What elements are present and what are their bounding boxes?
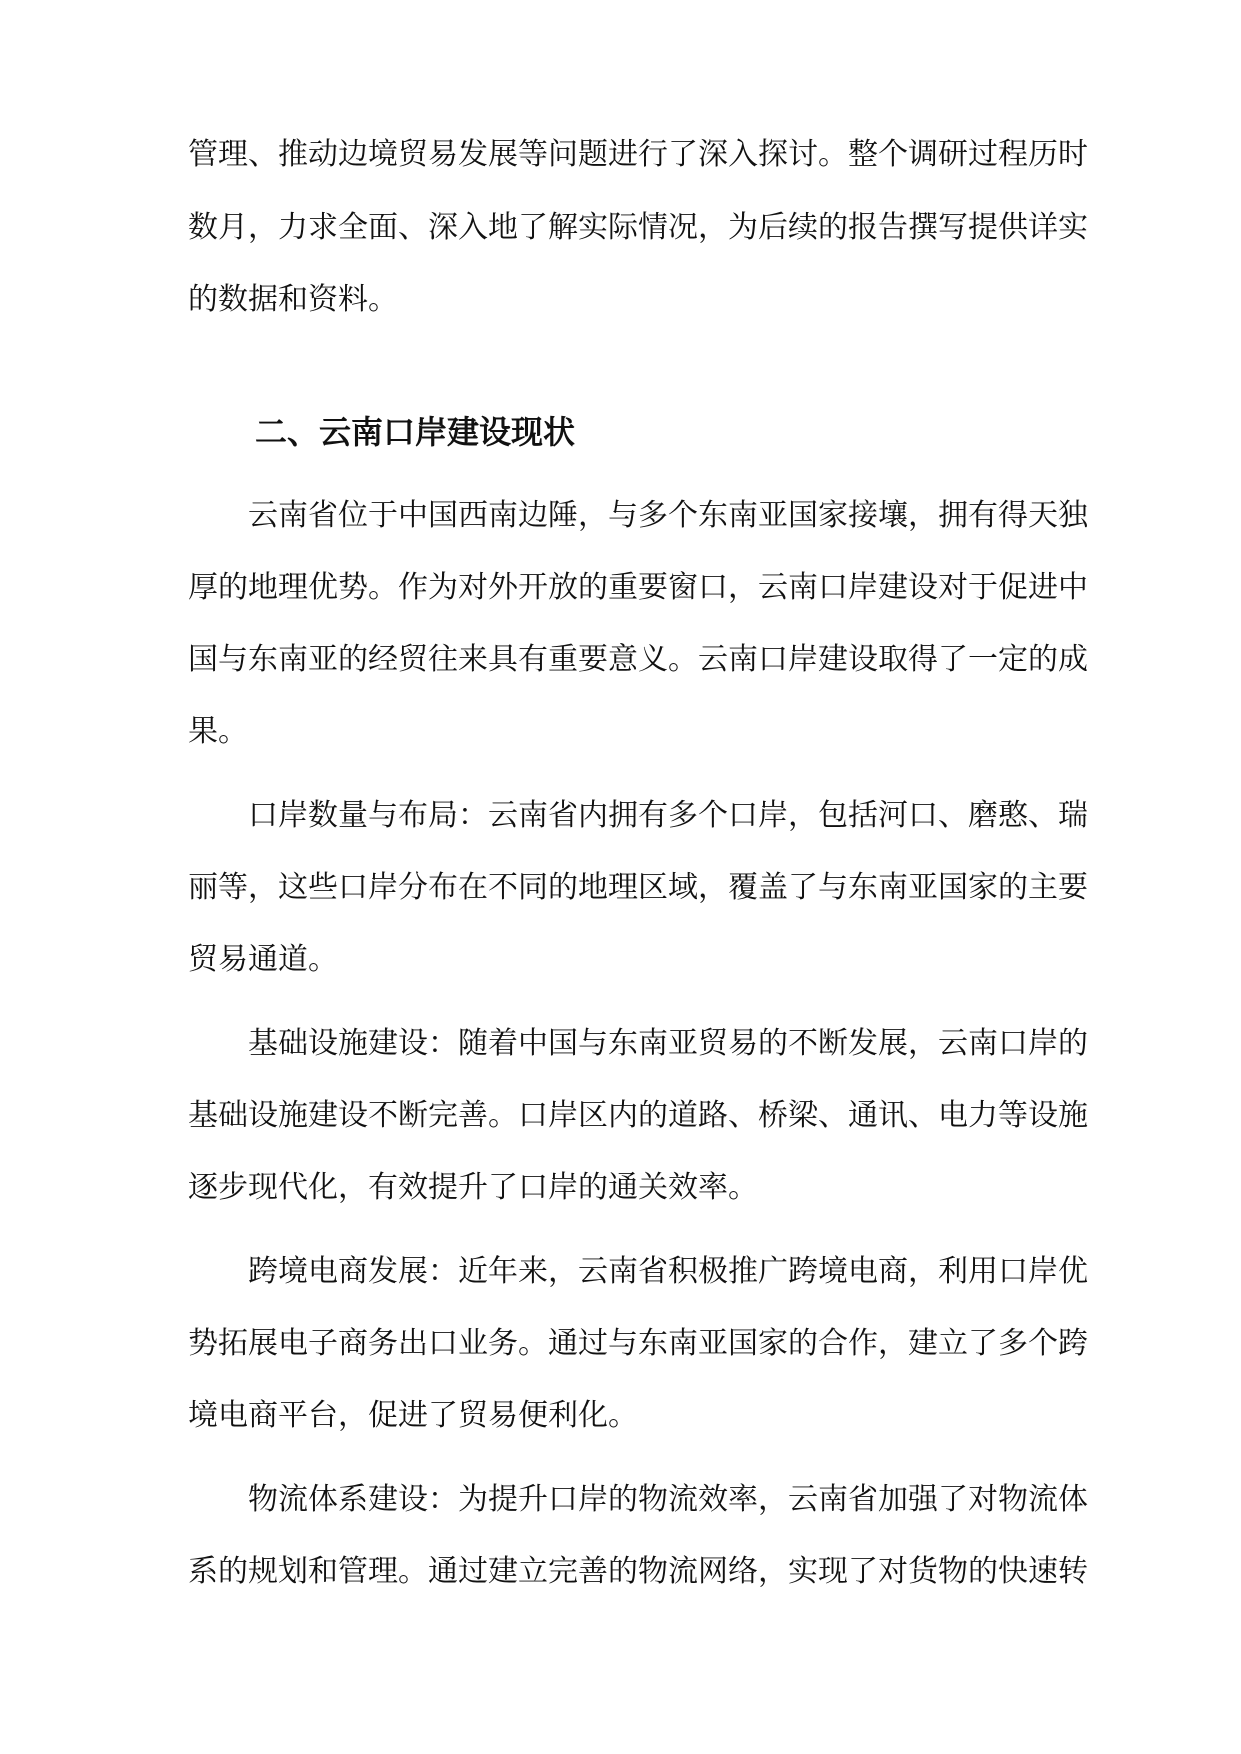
intro-line-3: 的数据和资料。: [188, 282, 398, 317]
ports-line-2: 丽等，这些口岸分布在不同的地理区域，覆盖了与东南亚国家的主要: [188, 870, 1088, 905]
ecommerce-line-3: 境电商平台，促进了贸易便利化。: [188, 1398, 638, 1433]
infrastructure-line-2: 基础设施建设不断完善。口岸区内的道路、桥梁、通讯、电力等设施: [188, 1098, 1088, 1133]
ports-line-1: 口岸数量与布局：云南省内拥有多个口岸，包括河口、磨憨、瑞: [248, 798, 1088, 833]
ecommerce-line-1: 跨境电商发展：近年来，云南省积极推广跨境电商，利用口岸优: [248, 1254, 1088, 1289]
logistics-line-1: 物流体系建设：为提升口岸的物流效率，云南省加强了对物流体: [248, 1482, 1088, 1517]
section-heading: 二、云南口岸建设现状: [255, 413, 576, 451]
logistics-line-2: 系的规划和管理。通过建立完善的物流网络，实现了对货物的快速转: [188, 1554, 1088, 1589]
overview-line-2: 厚的地理优势。作为对外开放的重要窗口，云南口岸建设对于促进中: [188, 570, 1088, 605]
ports-line-3: 贸易通道。: [188, 942, 338, 977]
overview-line-3: 国与东南亚的经贸往来具有重要意义。云南口岸建设取得了一定的成: [188, 642, 1088, 677]
intro-line-2: 数月，力求全面、深入地了解实际情况，为后续的报告撰写提供详实: [188, 210, 1088, 245]
infrastructure-line-3: 逐步现代化，有效提升了口岸的通关效率。: [188, 1170, 758, 1205]
overview-line-4: 果。: [188, 714, 248, 749]
infrastructure-line-1: 基础设施建设：随着中国与东南亚贸易的不断发展，云南口岸的: [248, 1026, 1088, 1061]
intro-line-1: 管理、推动边境贸易发展等问题进行了深入探讨。整个调研过程历时: [188, 137, 1088, 172]
ecommerce-line-2: 势拓展电子商务出口业务。通过与东南亚国家的合作，建立了多个跨: [188, 1326, 1088, 1361]
overview-line-1: 云南省位于中国西南边陲，与多个东南亚国家接壤，拥有得天独: [248, 498, 1088, 533]
